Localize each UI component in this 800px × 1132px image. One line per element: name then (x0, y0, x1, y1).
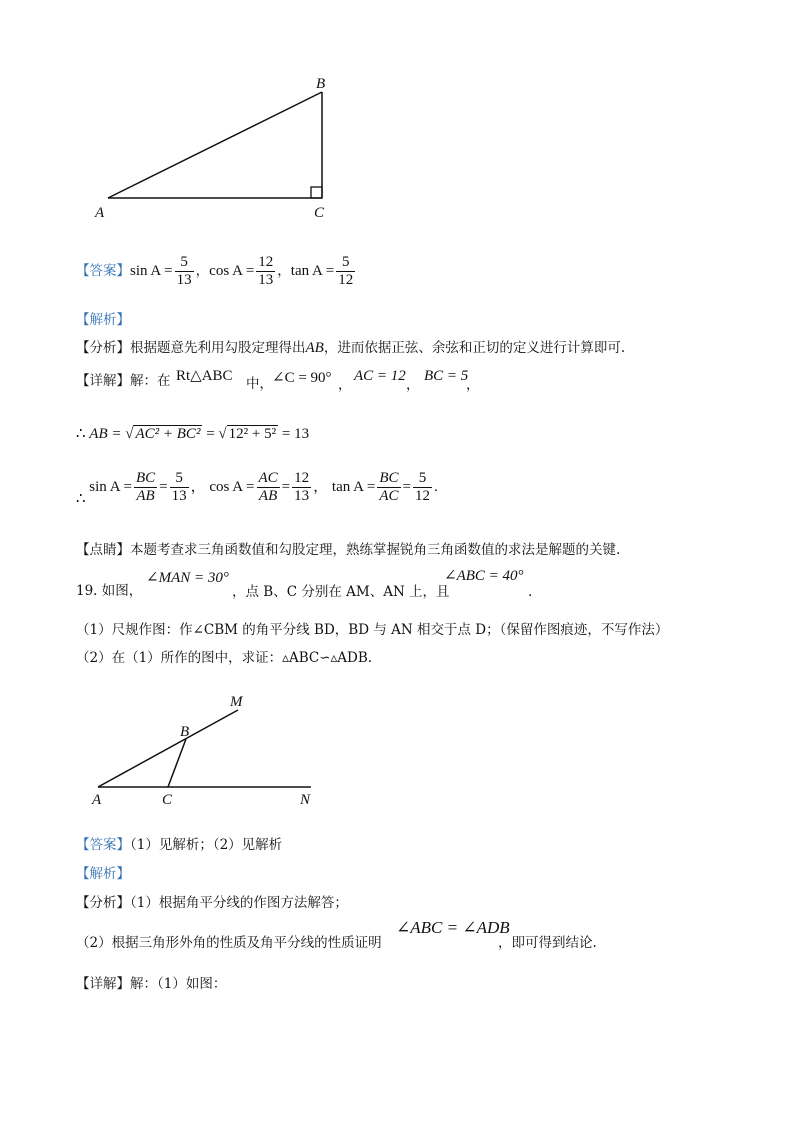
point-label-a: A (92, 792, 102, 808)
cos-num: AC (258, 470, 278, 486)
answer2-line (76, 836, 282, 854)
cos-fraction-1 (257, 470, 280, 505)
analysis2-line2-end: ，即可得到结论. (498, 935, 597, 951)
q19-angle-abc: ∠ABC = 40° (444, 568, 524, 584)
sin-num: 5 (170, 470, 189, 488)
ray-am (98, 710, 238, 787)
detail-bc: BC = 5 (424, 368, 469, 384)
analysis1-tag: 【解析】 (76, 312, 130, 328)
detail-zhong: 中， (246, 376, 273, 392)
sep: ， (195, 263, 210, 279)
equals: = (281, 478, 291, 495)
tan-den: 12 (338, 272, 354, 288)
sqrt-symbol: √ (125, 426, 134, 442)
sin-den: 13 (171, 488, 187, 504)
vertex-label-c: C (314, 205, 325, 221)
sep: ， (277, 263, 291, 279)
sep: ， (313, 478, 329, 495)
tan-label: tan A = (290, 263, 335, 279)
tan-den: AC (379, 488, 399, 504)
detail-sep: ， (466, 377, 480, 393)
analysis1-detail-line (76, 372, 171, 390)
tan-fraction-2 (413, 470, 432, 505)
q19-part1: （1）尺规作图：作∠CBM 的角平分线 BD，BD 与 AN 相交于点 D；（保留作图痕迹，不写作法） (76, 622, 669, 638)
end-period: . (434, 478, 438, 495)
point-label-c: C (162, 792, 173, 808)
fenxi-tag: 【分析】 (76, 340, 130, 356)
point-label-n: N (300, 792, 311, 808)
sin-num: BC (135, 470, 156, 486)
fenxi-text: 根据题意先利用勾股定理得出 (130, 340, 306, 356)
q19-number: 19. 如图， (76, 583, 143, 599)
detail-text: 解：在 (130, 373, 171, 389)
cos-num: 12 (258, 254, 274, 270)
tan-fraction (336, 254, 355, 289)
cos-den: 13 (258, 272, 274, 288)
dianjing-tag: 【点睛】 (76, 542, 130, 558)
angle-man-figure (88, 690, 328, 810)
point-label-m: M (230, 694, 243, 710)
analysis2-math: ∠ABC = ∠ADB (396, 918, 510, 937)
detail-rt: Rt△ABC (176, 368, 233, 384)
therefore-symbol: ∴ (76, 490, 86, 507)
sin-fraction (175, 254, 194, 289)
detail-ac: AC = 12 (354, 368, 406, 384)
ab-result: = 13 (278, 426, 310, 442)
equals: = (402, 478, 412, 495)
q19-end: . (528, 584, 533, 600)
tan-label: tan A = (331, 478, 376, 495)
cos-fraction (256, 254, 275, 289)
fenxi-text: ，进而依据正弦、余弦和正切的定义进行计算即可. (323, 340, 626, 356)
detail-text: 解：（1）如图： (130, 976, 227, 992)
sin-label: sin A = (89, 478, 132, 495)
sin-den: 13 (176, 272, 192, 288)
cos-label: cos A = (209, 478, 255, 495)
cos-den: AB (258, 488, 278, 504)
tan-fraction-1 (377, 470, 400, 505)
tan-num: BC (379, 470, 399, 486)
analysis1-fenxi-line (76, 339, 625, 357)
fenxi-ab: AB (305, 340, 324, 356)
vertex-label-b: B (316, 76, 326, 92)
sin-num: 5 (175, 254, 194, 272)
cos-num: 12 (294, 470, 310, 486)
q19-text: ，点 B、C 分别在 AM、AN 上，且 (232, 584, 450, 600)
ab-eq: AB = (89, 426, 126, 442)
point-label-b: B (180, 724, 190, 740)
trig-ratio-line (76, 470, 438, 505)
ab-eq2: = (202, 426, 219, 442)
therefore-symbol: ∴ (76, 426, 86, 442)
sin-fraction-1 (134, 470, 157, 505)
dianjing-text: 本题考查求三角函数值和勾股定理，熟练掌握锐角三角函数值的求法是解题的关键. (130, 542, 621, 558)
sqrt-symbol: √ (218, 426, 227, 442)
answer2-tag: 【答案】 (76, 837, 130, 853)
answer1-line (76, 254, 357, 289)
answer2-text: （1）见解析；（2）见解析 (130, 837, 283, 853)
detail-sep: ， (406, 377, 420, 393)
dianjing-line (76, 541, 620, 559)
fenxi-tag: 【分析】 (76, 895, 130, 911)
sin-fraction-2 (170, 470, 189, 505)
tan-num: 5 (413, 470, 432, 488)
ab-radicand2: 12² + 5² (228, 426, 277, 442)
answer1-tag: 【答案】 (76, 263, 130, 279)
analysis2-line2: （2）根据三角形外角的性质及角平分线的性质证明 (76, 935, 382, 951)
q19-part2: （2）在（1）所作的图中，求证：▵ABC∽▵ADB. (76, 650, 373, 666)
fenxi-text: （1）根据角平分线的作图方法解答； (130, 895, 348, 911)
vertex-label-a: A (95, 205, 105, 221)
detail-tag: 【详解】 (76, 373, 130, 389)
tan-num: 5 (336, 254, 355, 272)
sin-label: sin A = (130, 263, 173, 279)
q19-angle-man: ∠MAN = 30° (146, 570, 229, 586)
detail-sep: ， (338, 377, 352, 393)
right-triangle-figure (90, 68, 350, 223)
sep: ， (190, 478, 206, 495)
equals: = (159, 478, 168, 495)
cos-label: cos A = (209, 263, 255, 279)
analysis2-detail-line (76, 975, 226, 993)
analysis2-fenxi-line (76, 894, 348, 912)
cos-fraction-2 (292, 470, 311, 505)
cos-den: 13 (294, 488, 310, 504)
sin-den: AB (136, 488, 155, 504)
right-angle-marker (311, 187, 322, 198)
tan-den: 12 (415, 488, 431, 504)
detail-angle: ∠C = 90° (272, 370, 332, 386)
analysis2-tag: 【解析】 (76, 866, 130, 882)
detail-tag: 【详解】 (76, 976, 130, 992)
ab-radicand: AC² + BC² (135, 426, 201, 442)
side-ab (108, 92, 322, 198)
ab-equation (76, 424, 309, 443)
